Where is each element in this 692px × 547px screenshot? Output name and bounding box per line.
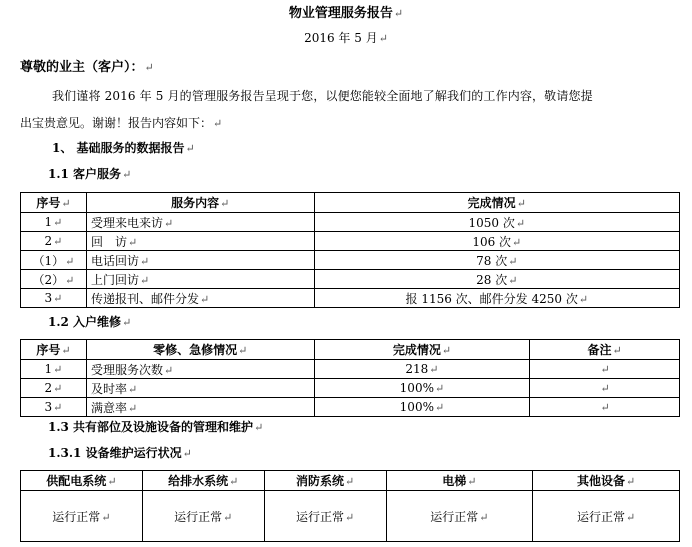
table-cell: 满意率↵ xyxy=(86,398,314,417)
table-cell: 运行正常↵ xyxy=(533,491,680,542)
section-1-3-1-heading: 1.3.1 设备维护运行状况↵ xyxy=(48,446,192,460)
table-cell: 2↵ xyxy=(21,379,87,398)
table-cell: 100%↵ xyxy=(314,398,530,417)
table-row xyxy=(21,491,680,542)
table-row xyxy=(21,213,680,232)
table-cell: 上门回访↵ xyxy=(86,270,314,289)
table-cell: 及时率↵ xyxy=(86,379,314,398)
table-row xyxy=(21,379,680,398)
greeting: 尊敬的业主（客户）：↵ xyxy=(20,60,154,75)
table-row xyxy=(21,289,680,308)
table-cell: 1050 次↵ xyxy=(314,213,679,232)
table-cell: 受理来电来访↵ xyxy=(86,213,314,232)
equipment-status-table xyxy=(20,470,680,542)
header-cell: 电梯↵ xyxy=(386,471,533,491)
doc-date: 2016 年 5 月↵ xyxy=(304,31,388,45)
table-header-row xyxy=(21,193,680,213)
table-header-row xyxy=(21,471,680,491)
header-cell: 其他设备↵ xyxy=(533,471,680,491)
table-cell: 1↵ xyxy=(21,213,87,232)
table-cell: 回 访↵ xyxy=(86,232,314,251)
header-cell: 零修、急修情况↵ xyxy=(86,340,314,360)
section-1-2-heading: 1.2 入户维修↵ xyxy=(48,315,132,329)
table-cell: （2）↵ xyxy=(21,270,87,289)
table-row xyxy=(21,398,680,417)
table-cell: 运行正常↵ xyxy=(21,491,143,542)
table-cell: 电话回访↵ xyxy=(86,251,314,270)
table-cell: ↵ xyxy=(530,398,680,417)
table-cell: 传递报刊、邮件分发↵ xyxy=(86,289,314,308)
table-cell: ↵ xyxy=(530,379,680,398)
table-cell: ↵ xyxy=(530,360,680,379)
table-cell: 受理服务次数↵ xyxy=(86,360,314,379)
header-cell: 序号↵ xyxy=(21,340,87,360)
table-cell: 100%↵ xyxy=(314,379,530,398)
header-cell: 序号↵ xyxy=(21,193,87,213)
table-row xyxy=(21,360,680,379)
intro-line-2: 出宝贵意见。谢谢！报告内容如下：↵ xyxy=(20,116,223,130)
table-cell: 运行正常↵ xyxy=(142,491,264,542)
header-cell: 完成情况↵ xyxy=(314,340,530,360)
table-cell: 1↵ xyxy=(21,360,87,379)
doc-title: 物业管理服务报告↵ xyxy=(288,6,404,21)
table-cell: 3↵ xyxy=(21,289,87,308)
header-cell: 供配电系统↵ xyxy=(21,471,143,491)
header-cell: 消防系统↵ xyxy=(264,471,386,491)
table-row xyxy=(21,251,680,270)
table-cell: 28 次↵ xyxy=(314,270,679,289)
table-cell: 报 1156 次、邮件分发 4250 次↵ xyxy=(314,289,679,308)
table-cell: 3↵ xyxy=(21,398,87,417)
table-cell: 106 次↵ xyxy=(314,232,679,251)
intro-line-1: 我们谨将 2016 年 5 月的管理服务报告呈现于您，以便您能较全面地了解我们的工作内容，敬请您提 xyxy=(52,89,593,103)
customer-service-table xyxy=(20,192,680,308)
section-1-heading: 1、 基础服务的数据报告↵ xyxy=(52,141,195,155)
table-cell: （1）↵ xyxy=(21,251,87,270)
table-header-row xyxy=(21,340,680,360)
table-cell: 运行正常↵ xyxy=(264,491,386,542)
table-cell: 运行正常↵ xyxy=(386,491,533,542)
section-1-1-heading: 1.1 客户服务↵ xyxy=(48,167,132,181)
header-cell: 给排水系统↵ xyxy=(142,471,264,491)
table-row xyxy=(21,232,680,251)
section-1-3-heading: 1.3 共有部位及设施设备的管理和维护↵ xyxy=(48,420,264,434)
table-row xyxy=(21,270,680,289)
header-cell: 服务内容↵ xyxy=(86,193,314,213)
header-cell: 备注↵ xyxy=(530,340,680,360)
table-cell: 2↵ xyxy=(21,232,87,251)
table-cell: 218↵ xyxy=(314,360,530,379)
table-cell: 78 次↵ xyxy=(314,251,679,270)
repair-table xyxy=(20,339,680,417)
header-cell: 完成情况↵ xyxy=(314,193,679,213)
